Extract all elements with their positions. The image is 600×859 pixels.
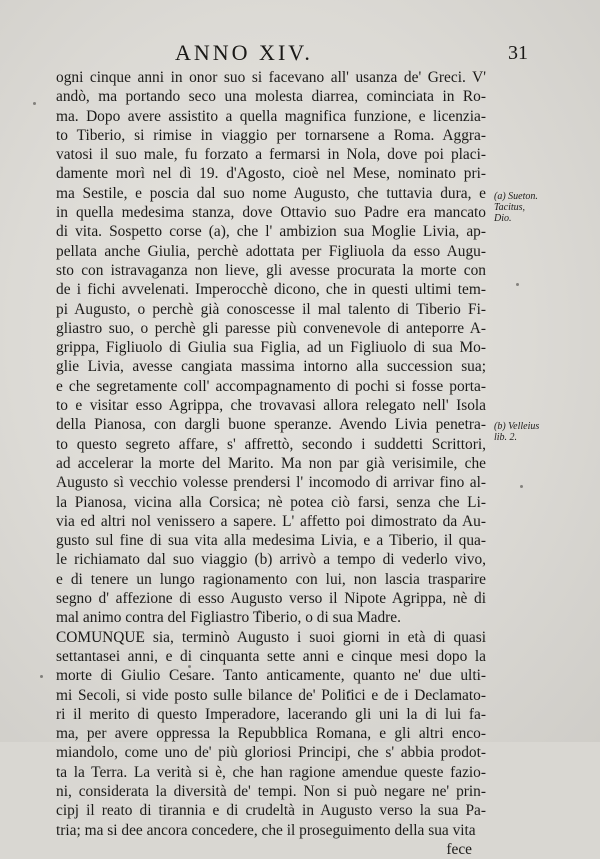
text-line: pi Augusto, o perchè già conoscesse il mal talento di Tiberio Fi- <box>56 300 486 318</box>
text-line: to Tiberio, si rimise in viaggio per tornarsene a Roma. Aggra- <box>56 126 486 144</box>
text-line: sto con istravaganza non lieve, gli avesse procurata la morte con <box>56 261 486 279</box>
marginal-note-line: (a) Sueton. <box>494 191 538 202</box>
text-line: miandolo, come uno de' più gloriosi Principi, che s' abbia prodot- <box>56 744 486 762</box>
text-line: le richiamato dal suo viaggio (b) arrivò a tempo di vederlo vivo, <box>56 551 486 569</box>
text-line: tria; ma si dee ancora concedere, che il proseguimento della sua vita <box>56 821 476 839</box>
marginal-note-line: lib. 2. <box>494 432 518 443</box>
marginal-note-line: Dio. <box>494 213 512 224</box>
text-line: ma, per avere oppressa la Repubblica Romana, e gli altri enco- <box>56 725 486 743</box>
text-line: ma. Dopo avere assistito a quella magnifica funzione, e licenzia- <box>56 107 486 125</box>
text-line: ma Sestile, e poscia dal suo nome Augusto, che tuttavia dura, e <box>56 184 486 202</box>
ink-speck <box>516 283 519 286</box>
text-line: in quella medesima stanza, dove Ottavio suo Padre era mancato <box>56 204 486 222</box>
text-line: de i fichi avvelenati. Imperocchè dicono, che in questi ultimi tem- <box>56 281 486 299</box>
text-line: mal animo contra del Figliastro Tiberio, o di sua Madre. <box>56 609 401 627</box>
text-line: ni, considerata la diversità de' tempi. Non si può negare ne' prin- <box>56 782 486 800</box>
text-line: morte di Giulio Cesare. Tanto anticamente, quanto ne' due ulti- <box>56 667 486 685</box>
text-line: segno d' affezione di esso Augusto verso il Nipote Agrippa, nè di <box>56 590 486 608</box>
ink-speck <box>40 675 43 678</box>
running-title: ANNO XIV. <box>175 40 313 65</box>
text-line: di vita. Sospetto corse (a), che l' ambizion sua Moglie Livia, ap- <box>56 223 486 241</box>
marginal-note-a <box>494 191 538 224</box>
text-line: e di tenere un lungo ragionamento con lui, non lascia trasparire <box>56 570 486 588</box>
text-line: Augusto sì vecchio volesse prendersi l' incomodo di arrivar fino al- <box>56 474 486 492</box>
text-line: della Pianosa, con dargli buone speranze. Avendo Livia penetra- <box>56 416 486 434</box>
text-line: glie Livia, avesse cangiata massima intorno alla succession sua; <box>56 358 486 376</box>
page-number: 31 <box>508 42 528 64</box>
ink-speck <box>33 102 36 105</box>
text-line: to questo segreto affare, s' affrettò, secondo i suddetti Scrittori, <box>56 435 486 453</box>
catchword: fece <box>446 840 472 858</box>
text-line: settantasei anni, e di cinquanta sette anni e cinque mesi dopo la <box>56 647 486 665</box>
text-line: pellata anche Giulia, perchè adottata per Figliuola da esso Augu- <box>56 242 486 260</box>
text-line: damente morì nel dì 19. d'Agosto, cioè nel Mese, nominato pri- <box>56 165 486 183</box>
text-line: gusto sul fine di sua vita alla medesima Livia, e a Tiberio, il qua- <box>56 532 486 550</box>
text-line: gliastro suo, o perchè gli paresse più convenevole di anteporre A- <box>56 319 486 337</box>
text-line: mi Secoli, si vide posto sulle bilance de' Politici e de i Declamato- <box>56 686 486 704</box>
text-line: ta la Terra. La verità si è, che han ragione amendue queste fazio- <box>56 763 486 781</box>
text-line: ogni cinque anni in onor suo si facevano all' usanza de' Greci. V' <box>56 69 486 86</box>
marginal-note-b <box>494 421 539 443</box>
text-line: to e visitar esso Agrippa, che trovavasi allora relegato nell' Isola <box>56 397 486 415</box>
text-line: vatosi il suo male, fu forzato a fermarsi in Nola, dove poi placi- <box>56 146 486 164</box>
marginal-note-line: Tacitus, <box>494 202 526 213</box>
text-line: e che segretamente coll' accompagnamento di pochi si fosse porta- <box>56 377 486 395</box>
ink-speck <box>520 485 523 488</box>
text-line: ri il merito di questo Imperadore, lacerando gli uni la di lui fa- <box>56 705 486 723</box>
body-text <box>56 68 486 859</box>
text-line: ad accelerar la morte del Marito. Ma non par già verisimile, che <box>56 454 486 472</box>
text-line: via ed altri nol venissero a sapere. L' affetto poi dimostrato da Au- <box>56 512 486 530</box>
page-header <box>0 40 600 66</box>
text-line: la Pianosa, vicina alla Corsica; nè potea ciò farsi, senza che Li- <box>56 493 486 511</box>
text-line: cipj il reato di tirannia e di crudeltà in Augusto verso la sua Pa- <box>56 802 486 820</box>
text-line: andò, ma portando seco una molesta diarrea, cominciata in Ro- <box>56 88 486 106</box>
text-line: COMUNQUE sia, terminò Augusto i suoi giorni in età di quasi <box>56 628 486 646</box>
text-line: grippa, Figliuolo di Giulia sua Figlia, ad un Figliuolo di sua Mo- <box>56 339 486 357</box>
marginal-note-line: (b) Velleius <box>494 421 540 432</box>
